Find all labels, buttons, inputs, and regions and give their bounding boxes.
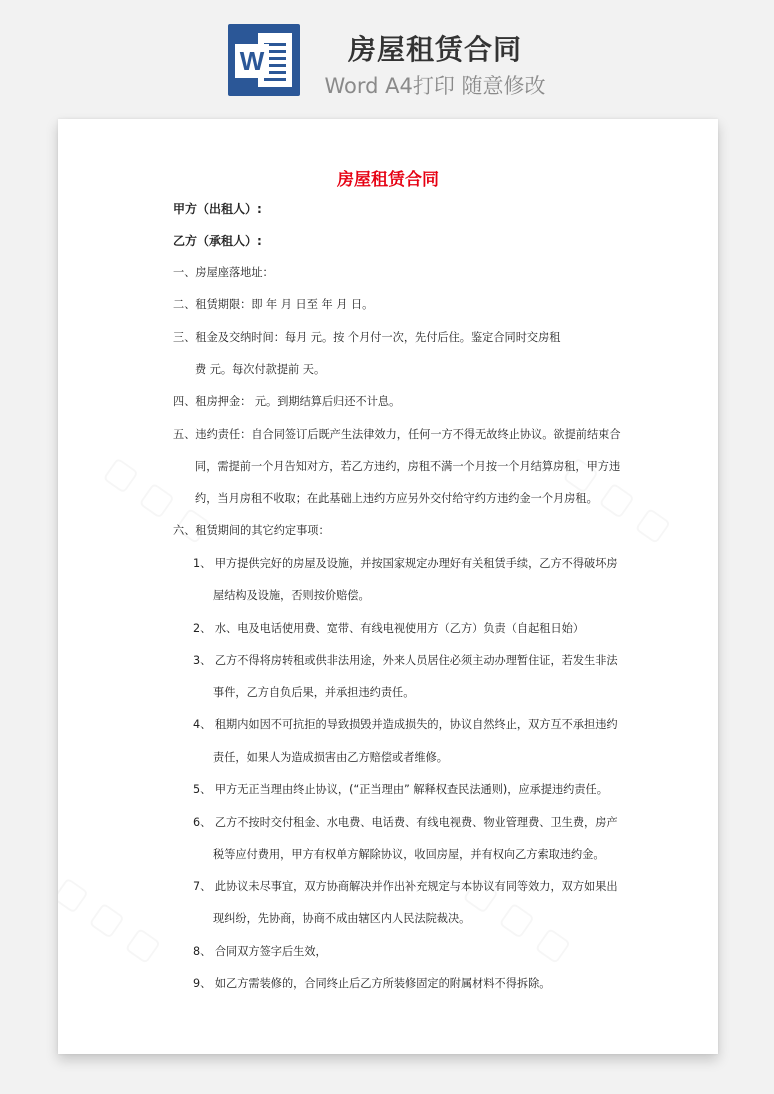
clause-4-deposit: 四、租房押金： 元。到期结算后归还不计息。 — [173, 395, 401, 408]
item-3-cont: 事件，乙方自负后果，并承担违约责任。 — [213, 686, 415, 699]
document-page — [58, 119, 718, 1054]
clause-1-address: 一、房屋座落地址： — [173, 266, 274, 279]
clause-3-rent-cont: 费 元。每次付款提前 天。 — [195, 363, 326, 376]
item-1: 1、 甲方提供完好的房屋及设施，并按国家规定办理好有关租赁手续，乙方不得破坏房 — [193, 557, 618, 570]
item-5: 5、 甲方无正当理由终止协议，(“正当理由” 解释权查民法通则)，应承提违约责任。 — [193, 783, 608, 796]
item-1-cont: 屋结构及设施，否则按价赔偿。 — [213, 589, 370, 602]
item-6-cont: 税等应付费用，甲方有权单方解除协议，收回房屋，并有权向乙方索取违约金。 — [213, 848, 605, 861]
header-title: 房屋租赁合同 — [347, 33, 522, 66]
item-4: 4、 租期内如因不可抗拒的导致损毁并造成损失的，协议自然终止，双方互不承担违约 — [193, 718, 618, 731]
clause-5-breach-cont2: 约，当月房租不收取；在此基础上违约方应另外交付给守约方违约金一个月房租。 — [195, 492, 598, 505]
document-title: 房屋租赁合同 — [337, 170, 439, 190]
item-3: 3、 乙方不得将房转租或供非法用途，外来人员居住必须主动办理暂住证，若发生非法 — [193, 654, 618, 667]
word-logo-letter: W — [235, 44, 269, 78]
clause-6-other: 六、租赁期间的其它约定事项： — [173, 524, 330, 537]
item-7: 7、 此协议未尽事宜，双方协商解决并作出补充规定与本协议有同等效力，双方如果出 — [193, 880, 618, 893]
clause-2-term: 二、租赁期限：即 年 月 日至 年 月 日。 — [173, 298, 374, 311]
header-subtitle: Word A4打印 随意修改 — [324, 74, 546, 98]
item-4-cont: 责任，如果人为造成损害由乙方赔偿或者维修。 — [213, 751, 448, 764]
clause-5-breach: 五、违约责任：自合同签订后既产生法律效力，任何一方不得无故终止协议。欲提前结束合 — [173, 428, 621, 441]
party-b-line: 乙方（承租人）: — [173, 234, 262, 248]
item-6: 6、 乙方不按时交付租金、水电费、电话费、有线电视费、物业管理费、卫生费，房产 — [193, 816, 618, 829]
clause-3-rent: 三、租金及交纳时间：每月 元。按 个月付一次，先付后住。鉴定合同时交房租 — [173, 331, 561, 344]
item-9: 9、 如乙方需装修的，合同终止后乙方所装修固定的附属材料不得拆除。 — [193, 977, 551, 990]
item-8: 8、 合同双方签字后生效， — [193, 945, 327, 958]
item-2: 2、 水、电及电话使用费、宽带、有线电视使用方（乙方）负责（自起租日始） — [193, 622, 585, 635]
word-icon — [228, 24, 300, 96]
clause-5-breach-cont1: 同，需提前一个月告知对方，若乙方违约，房租不满一个月按一个月结算房租，甲方违 — [195, 460, 621, 473]
header — [0, 0, 774, 110]
party-a-line: 甲方（出租人）: — [173, 202, 262, 216]
item-7-cont: 现纠纷，先协商，协商不成由辖区内人民法院裁决。 — [213, 912, 471, 925]
watermark-icon — [58, 868, 169, 970]
